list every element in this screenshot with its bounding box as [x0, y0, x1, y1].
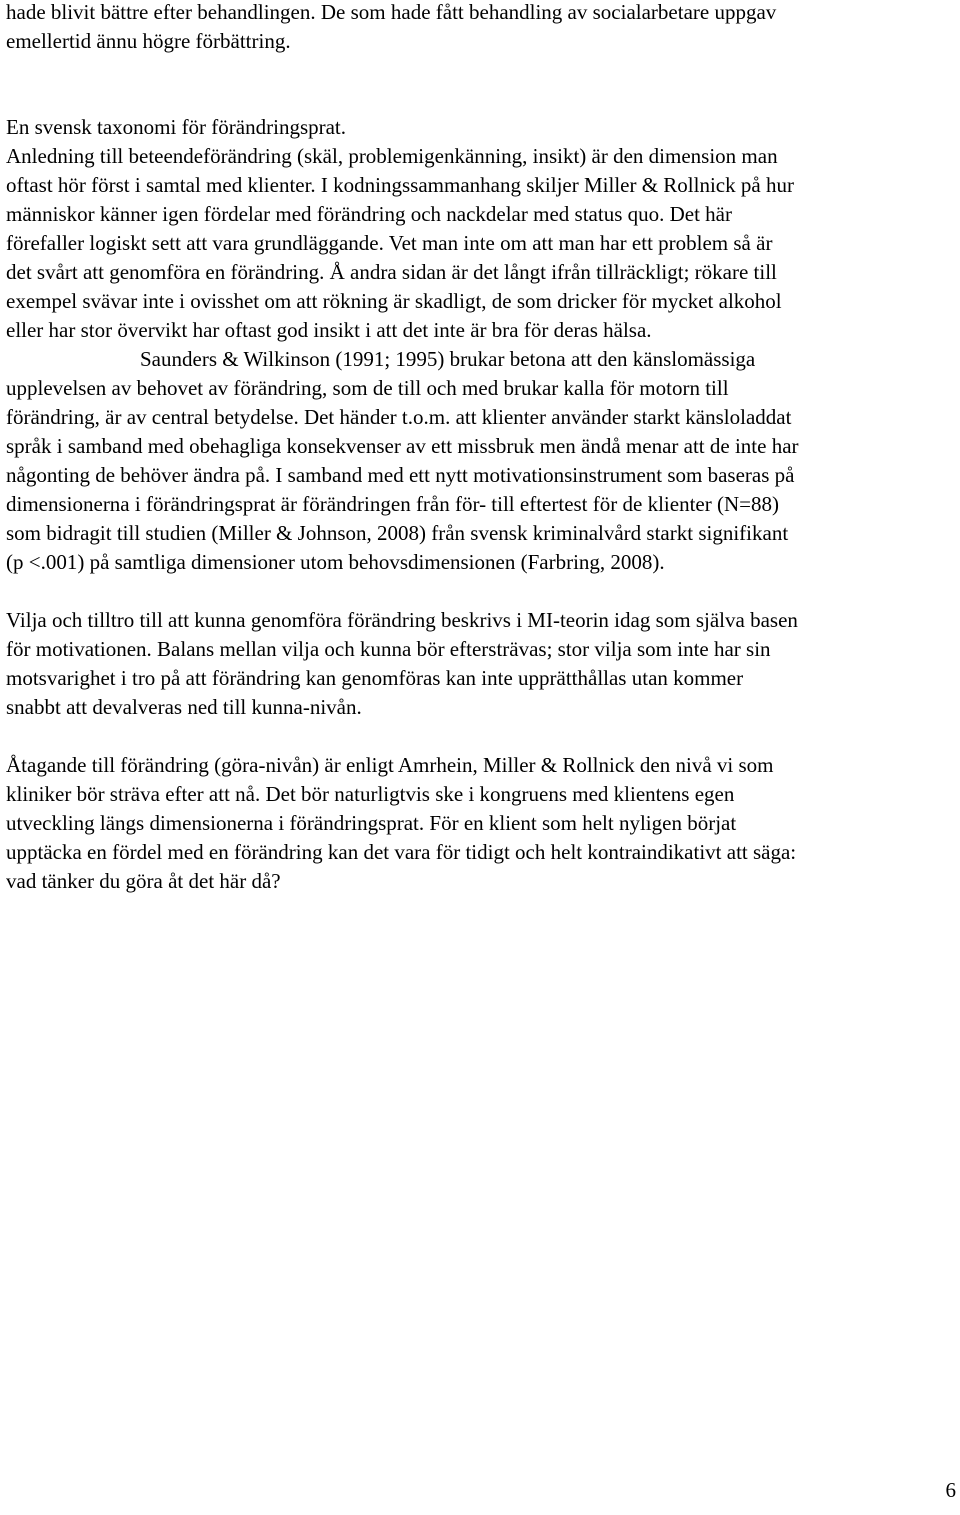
text-line: Vilja och tilltro till att kunna genomföra förändring beskrivs i MI-teorin idag som själva basen: [6, 608, 798, 632]
document-page: [6, 0, 956, 896]
text-line: (p <.001) på samtliga dimensioner utom behovsdimensionen (Farbring, 2008).: [6, 550, 665, 574]
text-line: snabbt att devalveras ned till kunna-nivån.: [6, 695, 362, 719]
paragraph-4: [6, 606, 956, 722]
text-line: upplevelsen av behovet av förändring, som de till och med brukar kalla för motorn till: [6, 376, 729, 400]
text-line: språk i samband med obehagliga konsekvenser av ett missbruk men ändå menar att de inte har: [6, 434, 799, 458]
paragraph-5: [6, 751, 956, 896]
text-line: för motivationen. Balans mellan vilja och kunna bör eftersträvas; stor vilja som inte har sin: [6, 637, 771, 661]
text-line: människor känner igen fördelar med förändring och nackdelar med status quo. Det här: [6, 202, 732, 226]
text-line: eller har stor övervikt har oftast god insikt i att det inte är bra för deras hälsa.: [6, 318, 652, 342]
text-line: exempel svävar inte i ovisshet om att rökning är skadligt, de som dricker för mycket alkohol: [6, 289, 782, 313]
text-line: dimensionerna i förändringsprat är förändringen från för- till eftertest för de klienter (N=88): [6, 492, 779, 516]
text-line: Saunders & Wilkinson (1991; 1995) brukar betona att den känslomässiga: [140, 347, 756, 371]
paragraph-1: [6, 0, 956, 56]
section-heading: [6, 113, 956, 142]
text-line: vad tänker du göra åt det här då?: [6, 869, 281, 893]
text-line: hade blivit bättre efter behandlingen. De som hade fått behandling av socialarbetare uppgav: [6, 0, 777, 24]
text-line: förefaller logiskt sett att vara grundläggande. Vet man inte om att man har ett problem så är: [6, 231, 773, 255]
text-line: oftast hör först i samtal med klienter. I kodningssammanhang skiljer Miller & Rollnick på hur: [6, 173, 794, 197]
text-line: någonting de behöver ändra på. I samband med ett nytt motivationsinstrument som baseras på: [6, 463, 795, 487]
text-line: Åtagande till förändring (göra-nivån) är enligt Amrhein, Miller & Rollnick den nivå vi som: [6, 753, 774, 777]
text-line: utveckling längs dimensionerna i förändringsprat. För en klient som helt nyligen börjat: [6, 811, 737, 835]
text-line: kliniker bör sträva efter att nå. Det bör naturligtvis ske i kongruens med klientens egen: [6, 782, 735, 806]
paragraph-2: [6, 142, 956, 345]
text-line: det svårt att genomföra en förändring. Å andra sidan är det långt ifrån tillräckligt; rökare till: [6, 260, 777, 284]
text-line: upptäcka en fördel med en förändring kan det vara för tidigt och helt kontraindikativt att säga:: [6, 840, 797, 864]
paragraph-3: [6, 345, 956, 577]
text-line: motsvarighet i tro på att förändring kan genomföras kan inte upprätthållas utan kommer: [6, 666, 744, 690]
heading-text: En svensk taxonomi för förändringsprat.: [6, 115, 347, 139]
page-number: 6: [945, 1478, 956, 1502]
text-line: som bidragit till studien (Miller & Johnson, 2008) från svensk kriminalvård starkt signifikant: [6, 521, 789, 545]
text-line: emellertid ännu högre förbättring.: [6, 29, 291, 53]
text-line: förändring, är av central betydelse. Det händer t.o.m. att klienter använder starkt känsloladdat: [6, 405, 792, 429]
text-line: Anledning till beteendeförändring (skäl, problemigenkänning, insikt) är den dimension man: [6, 144, 778, 168]
